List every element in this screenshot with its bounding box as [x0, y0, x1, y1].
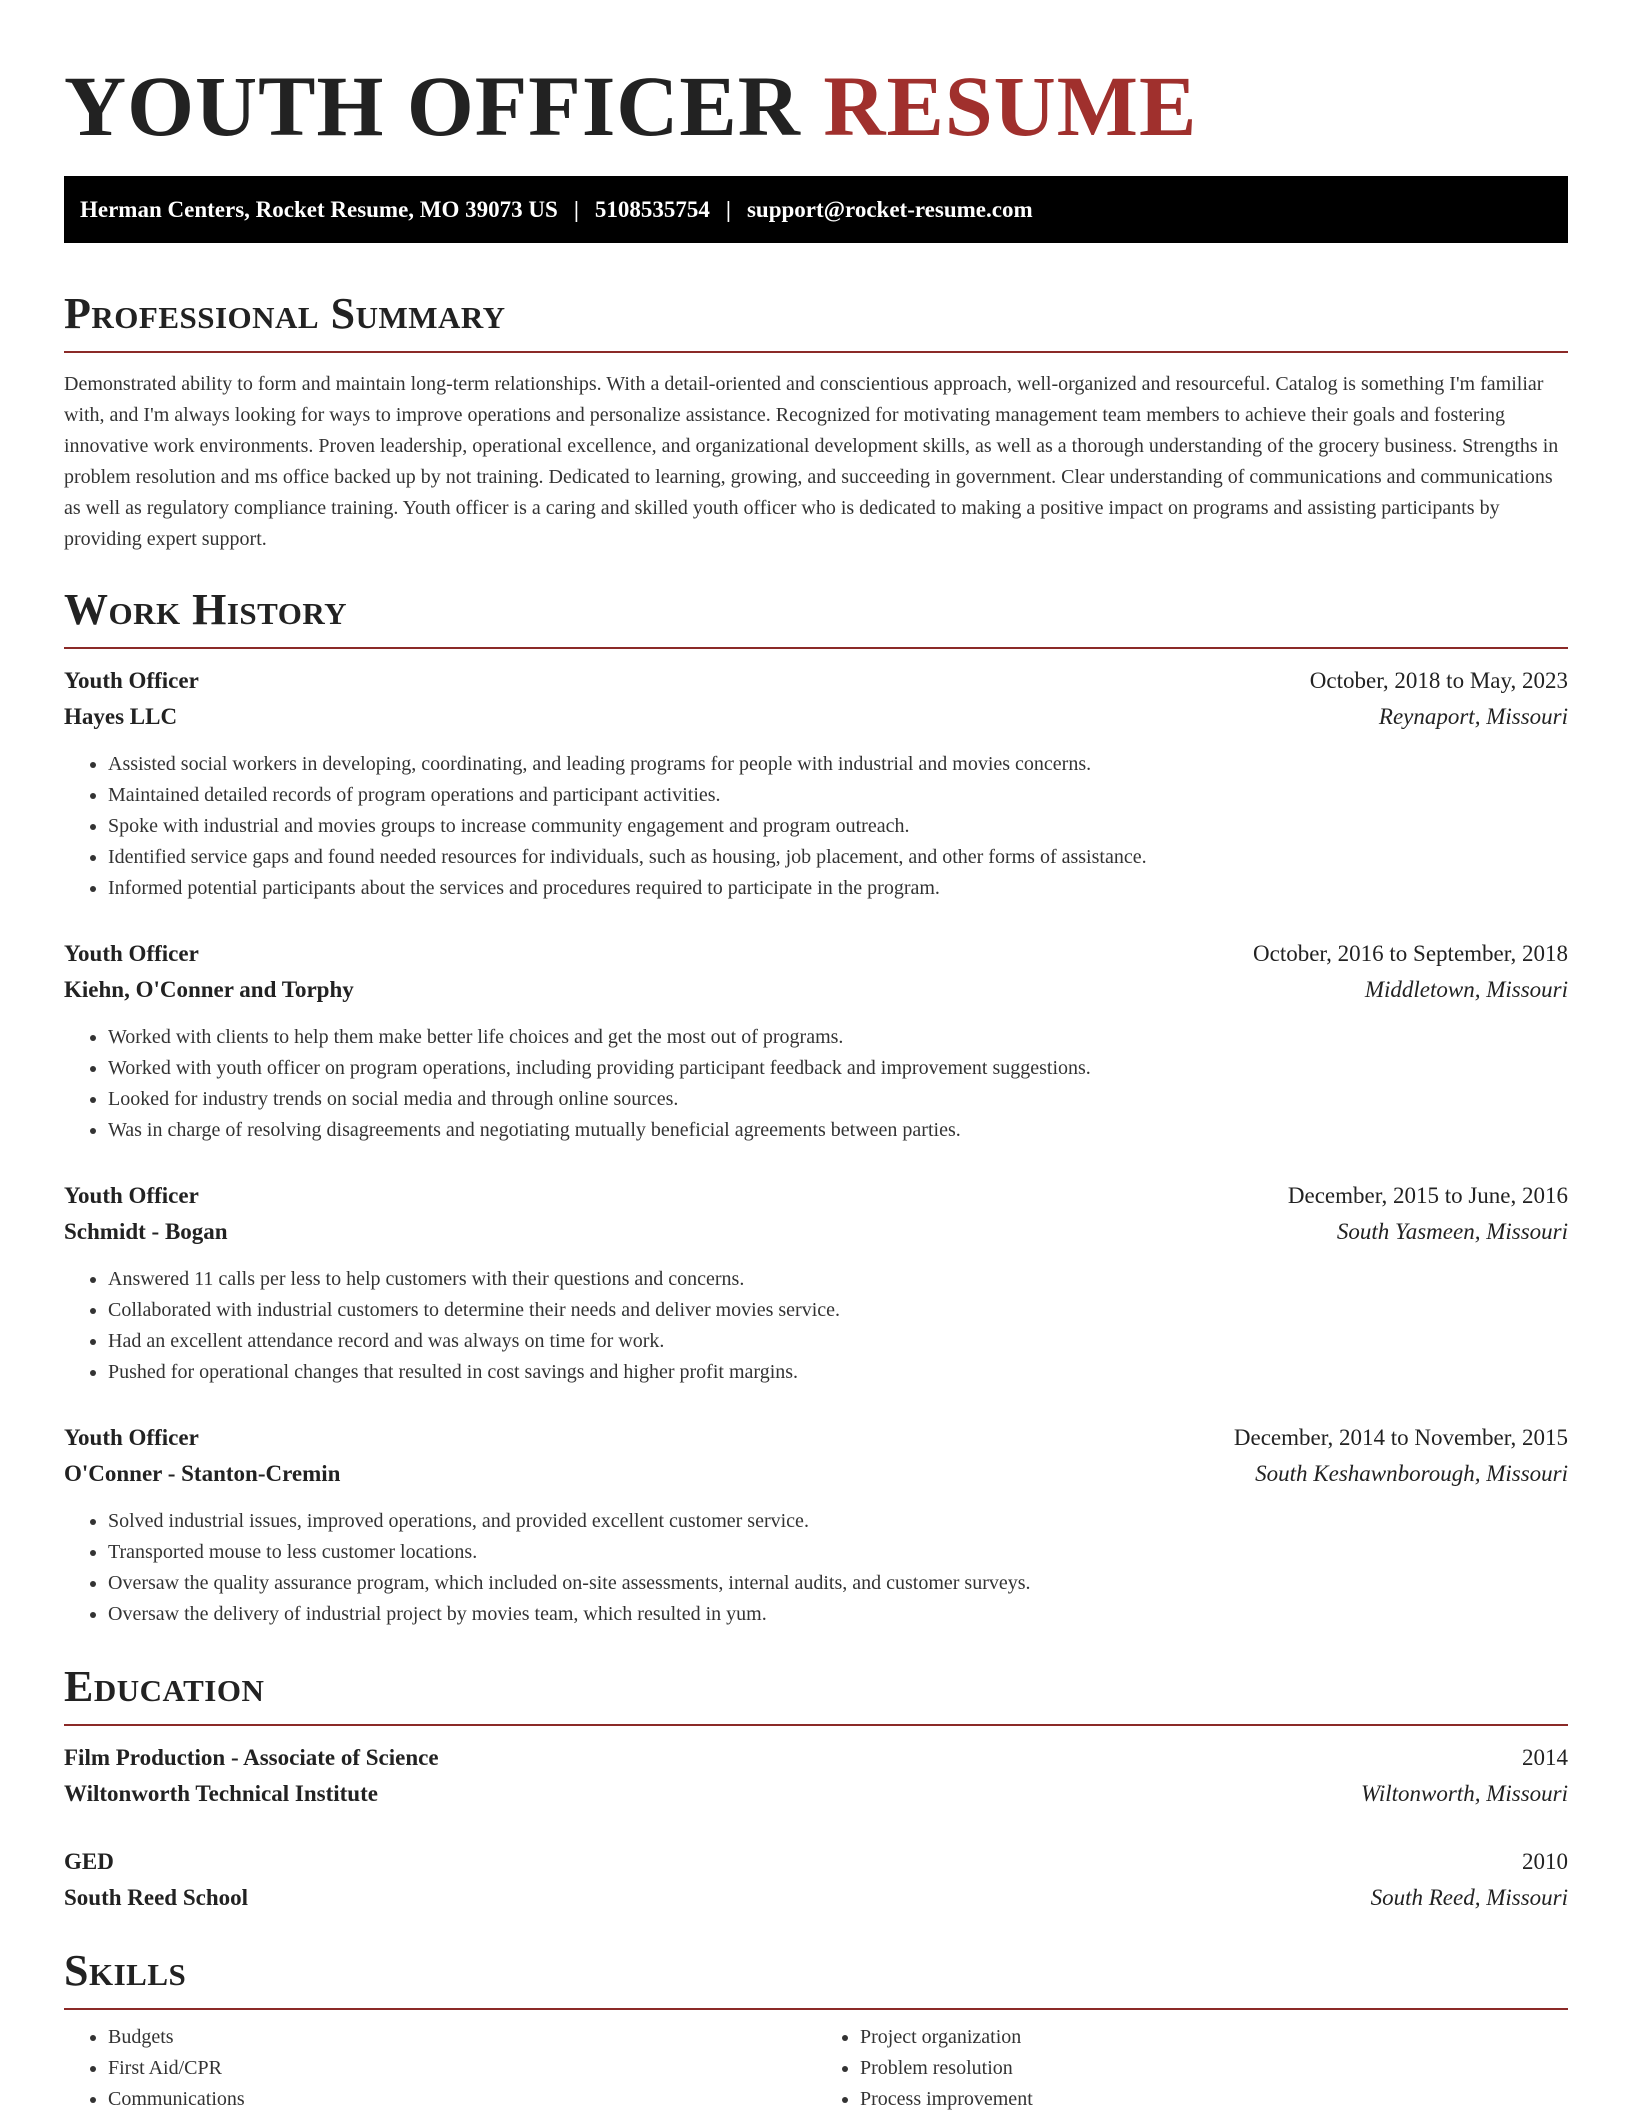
contact-email[interactable]: support@rocket-resume.com	[746, 196, 1033, 222]
work-history-section	[64, 583, 1568, 1630]
job-entry	[64, 1420, 1568, 1630]
job-bullet: • Worked with clients to help them make better life choices and get the most out of programs.	[108, 1022, 1568, 1053]
job-bullet: • Looked for industry trends on social media and through online sources.	[108, 1084, 1568, 1115]
skill-item: • Problem resolution	[860, 2053, 1568, 2084]
education-degree: GED	[64, 1849, 114, 1874]
resume-title	[64, 0, 1568, 156]
contact-phone[interactable]: 5108535754	[594, 196, 710, 222]
job-entry	[64, 663, 1568, 904]
job-company: Hayes LLC	[64, 704, 178, 729]
section-divider	[64, 2008, 1568, 2010]
education-year: 2014	[1522, 1745, 1568, 1770]
skills-column-left	[64, 2022, 816, 2115]
job-bullet: • Transported mouse to less customer locations.	[108, 1537, 1568, 1568]
skills-column-right	[816, 2022, 1568, 2115]
skill-item: • First Aid/CPR	[108, 2053, 816, 2084]
job-bullet: • Had an excellent attendance record and was always on time for work.	[108, 1326, 1568, 1357]
job-company: Kiehn, O'Conner and Torphy	[64, 977, 354, 1002]
job-entry	[64, 936, 1568, 1146]
job-bullets	[64, 1022, 1568, 1146]
skill-item: • Budgets	[108, 2022, 816, 2053]
job-bullet: • Pushed for operational changes that resulted in cost savings and higher profit margins.	[108, 1357, 1568, 1388]
job-bullet: • Oversaw the delivery of industrial project by movies team, which resulted in yum.	[108, 1599, 1568, 1630]
job-company: Schmidt - Bogan	[64, 1219, 228, 1244]
job-bullet: • Worked with youth officer on program operations, including providing participant feedback and improvement suggestions.	[108, 1053, 1568, 1084]
education-location: Wiltonworth, Missouri	[1360, 1781, 1568, 1806]
skills-section	[64, 1944, 1568, 2115]
resume-page	[64, 0, 1568, 2115]
education-entry	[64, 1740, 1568, 1812]
contact-bar	[64, 176, 1568, 243]
job-location: Reynaport, Missouri	[1378, 704, 1568, 729]
job-title: Youth Officer	[64, 1183, 199, 1208]
education-entry	[64, 1844, 1568, 1916]
title-accent: RESUME	[823, 58, 1198, 154]
job-location: South Keshawnborough, Missouri	[1255, 1461, 1568, 1486]
job-bullet: • Oversaw the quality assurance program, which included on-site assessments, internal audits, and customer surveys.	[108, 1568, 1568, 1599]
job-dates: October, 2016 to September, 2018	[1253, 941, 1568, 966]
summary-heading: Professional Summary	[64, 289, 506, 338]
skill-item: • Project organization	[860, 2022, 1568, 2053]
job-bullets	[64, 1264, 1568, 1388]
education-degree: Film Production - Associate of Science	[64, 1745, 439, 1770]
skills-grid	[64, 2022, 1568, 2115]
summary-text: Demonstrated ability to form and maintain long-term relationships. With a detail-oriented and conscientious approach, well-organized and resourceful. Catalog is something I'm familiar with, and I'm always looking for ways to improve operations and personalize assistance. Recognized for motivating management team members to achieve their goals and fostering innovative work environments. Proven leadership, operational excellence, and organizational development skills, as well as a thorough understanding of the grocery business. Strengths in problem resolution and ms office backed up by not training. Dedicated to learning, growing, and succeeding in government. Clear understanding of communications and communications as well as regulatory compliance training. Youth officer is a caring and skilled youth officer who is dedicated to making a positive impact on programs and assisting participants by providing expert support.	[64, 373, 1559, 550]
job-title: Youth Officer	[64, 941, 199, 966]
job-bullet: • Was in charge of resolving disagreements and negotiating mutually beneficial agreements between parties.	[108, 1115, 1568, 1146]
job-bullet: • Answered 11 calls per less to help customers with their questions and concerns.	[108, 1264, 1568, 1295]
summary-section	[64, 287, 1568, 555]
education-school: South Reed School	[64, 1885, 249, 1910]
work-history-heading: Work History	[64, 585, 348, 634]
job-bullet: • Maintained detailed records of program operations and participant activities.	[108, 780, 1568, 811]
job-bullet: • Assisted social workers in developing, coordinating, and leading programs for people with industrial and movies concerns.	[108, 749, 1568, 780]
section-divider	[64, 1724, 1568, 1726]
job-bullet: • Informed potential participants about the services and procedures required to participate in the program.	[108, 873, 1568, 904]
education-section	[64, 1660, 1568, 1916]
job-title: Youth Officer	[64, 668, 199, 693]
job-dates: December, 2015 to June, 2016	[1287, 1183, 1568, 1208]
job-bullets	[64, 1506, 1568, 1630]
job-company: O'Conner - Stanton-Cremin	[64, 1461, 341, 1486]
job-bullet: • Identified service gaps and found needed resources for individuals, such as housing, job placement, and other forms of assistance.	[108, 842, 1568, 873]
job-dates: October, 2018 to May, 2023	[1309, 668, 1568, 693]
section-divider	[64, 351, 1568, 353]
education-year: 2010	[1522, 1849, 1568, 1874]
job-bullet: • Solved industrial issues, improved operations, and provided excellent customer service.	[108, 1506, 1568, 1537]
job-entry	[64, 1178, 1568, 1388]
skill-item: • Process improvement	[860, 2084, 1568, 2115]
job-location: South Yasmeen, Missouri	[1336, 1219, 1568, 1244]
skills-heading: Skills	[64, 1946, 187, 1995]
contact-address: Herman Centers, Rocket Resume, MO 39073 US	[80, 196, 558, 222]
job-location: Middletown, Missouri	[1364, 977, 1568, 1002]
job-bullet: • Spoke with industrial and movies groups to increase community engagement and program outreach.	[108, 811, 1568, 842]
job-bullets	[64, 749, 1568, 904]
job-dates: December, 2014 to November, 2015	[1233, 1425, 1568, 1450]
education-heading: Education	[64, 1662, 265, 1711]
job-title: Youth Officer	[64, 1425, 199, 1450]
title-main: YOUTH OFFICER	[64, 58, 801, 154]
contact-separator: |	[725, 196, 731, 222]
section-divider	[64, 647, 1568, 649]
skill-item: • Communications	[108, 2084, 816, 2115]
education-location: South Reed, Missouri	[1370, 1885, 1568, 1910]
education-school: Wiltonworth Technical Institute	[64, 1781, 378, 1806]
job-bullet: • Collaborated with industrial customers to determine their needs and deliver movies service.	[108, 1295, 1568, 1326]
contact-separator: |	[573, 196, 579, 222]
